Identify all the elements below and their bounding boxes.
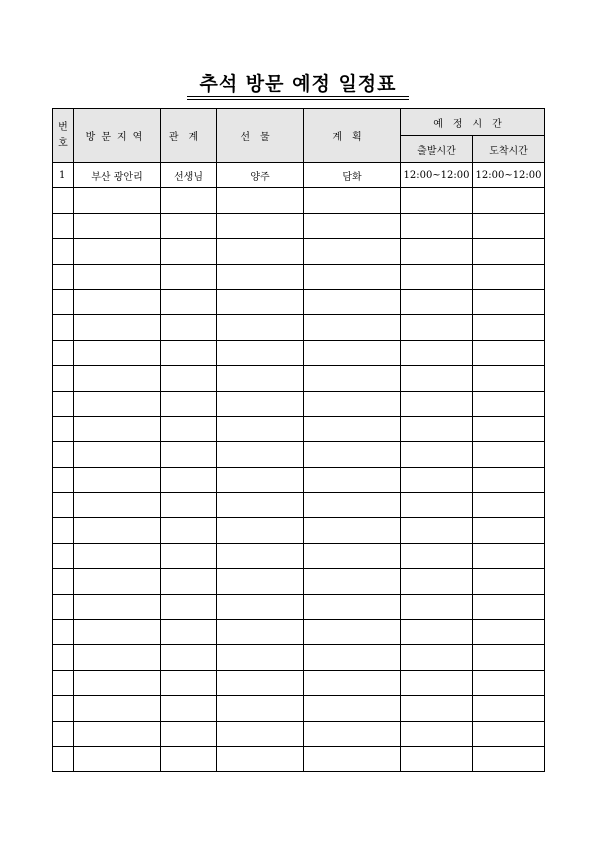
cell-relation	[161, 289, 217, 314]
cell-region	[74, 594, 161, 619]
schedule-table	[52, 108, 545, 772]
cell-region	[74, 721, 161, 746]
cell-departure	[401, 696, 473, 721]
cell-plan	[304, 493, 401, 518]
cell-gift	[217, 239, 304, 264]
header-departure: 출발시간	[401, 136, 473, 163]
cell-gift: 양주	[217, 163, 304, 188]
cell-departure	[401, 467, 473, 492]
cell-relation	[161, 518, 217, 543]
table-row	[53, 340, 545, 365]
cell-arrival	[473, 289, 545, 314]
cell-no	[53, 467, 74, 492]
cell-departure	[401, 645, 473, 670]
cell-region	[74, 696, 161, 721]
table-row	[53, 696, 545, 721]
cell-region	[74, 239, 161, 264]
cell-departure	[401, 620, 473, 645]
cell-arrival	[473, 670, 545, 695]
cell-plan	[304, 264, 401, 289]
cell-arrival: 12:00~12:00	[473, 163, 545, 188]
cell-plan	[304, 620, 401, 645]
cell-departure	[401, 213, 473, 238]
cell-departure	[401, 594, 473, 619]
cell-plan: 담화	[304, 163, 401, 188]
cell-region	[74, 518, 161, 543]
cell-gift	[217, 366, 304, 391]
table-row	[53, 264, 545, 289]
cell-region	[74, 188, 161, 213]
cell-plan	[304, 213, 401, 238]
cell-no	[53, 442, 74, 467]
cell-no	[53, 315, 74, 340]
cell-no	[53, 289, 74, 314]
cell-arrival	[473, 239, 545, 264]
cell-no	[53, 264, 74, 289]
cell-relation	[161, 696, 217, 721]
cell-relation	[161, 746, 217, 771]
cell-arrival	[473, 645, 545, 670]
table-row	[53, 315, 545, 340]
cell-arrival	[473, 188, 545, 213]
title-underline	[187, 96, 409, 97]
cell-gift	[217, 569, 304, 594]
cell-relation	[161, 188, 217, 213]
cell-no	[53, 594, 74, 619]
cell-arrival	[473, 391, 545, 416]
table-row	[53, 645, 545, 670]
cell-gift	[217, 264, 304, 289]
header-number-line2: 호	[58, 137, 68, 149]
cell-plan	[304, 239, 401, 264]
cell-departure	[401, 746, 473, 771]
cell-region	[74, 416, 161, 441]
cell-plan	[304, 340, 401, 365]
cell-departure	[401, 289, 473, 314]
table-row	[53, 391, 545, 416]
cell-relation	[161, 213, 217, 238]
cell-no: 1	[53, 163, 74, 188]
cell-no	[53, 518, 74, 543]
cell-arrival	[473, 213, 545, 238]
title-underline-second	[187, 99, 409, 100]
table-row	[53, 213, 545, 238]
cell-departure	[401, 264, 473, 289]
cell-arrival	[473, 746, 545, 771]
cell-departure	[401, 518, 473, 543]
cell-departure	[401, 569, 473, 594]
cell-departure	[401, 670, 473, 695]
cell-no	[53, 213, 74, 238]
cell-departure	[401, 239, 473, 264]
cell-relation	[161, 493, 217, 518]
header-gift: 선물	[217, 109, 304, 163]
header-scheduled-time: 예정시간	[401, 109, 545, 136]
cell-departure	[401, 188, 473, 213]
header-number	[53, 109, 74, 163]
cell-departure	[401, 416, 473, 441]
cell-plan	[304, 391, 401, 416]
cell-departure	[401, 442, 473, 467]
cell-region	[74, 493, 161, 518]
cell-plan	[304, 366, 401, 391]
cell-relation	[161, 594, 217, 619]
cell-no	[53, 746, 74, 771]
cell-region	[74, 264, 161, 289]
cell-arrival	[473, 366, 545, 391]
cell-relation: 선생님	[161, 163, 217, 188]
cell-gift	[217, 543, 304, 568]
cell-gift	[217, 188, 304, 213]
header-number-line1: 번	[58, 121, 68, 133]
cell-plan	[304, 442, 401, 467]
cell-no	[53, 569, 74, 594]
cell-arrival	[473, 696, 545, 721]
header-relation: 관계	[161, 109, 217, 163]
cell-gift	[217, 391, 304, 416]
cell-region	[74, 213, 161, 238]
cell-gift	[217, 746, 304, 771]
cell-region	[74, 543, 161, 568]
cell-gift	[217, 442, 304, 467]
cell-departure	[401, 340, 473, 365]
cell-relation	[161, 264, 217, 289]
cell-no	[53, 645, 74, 670]
cell-plan	[304, 467, 401, 492]
cell-gift	[217, 518, 304, 543]
table-row	[53, 569, 545, 594]
cell-region	[74, 289, 161, 314]
table-row	[53, 188, 545, 213]
cell-no	[53, 416, 74, 441]
cell-relation	[161, 721, 217, 746]
cell-gift	[217, 594, 304, 619]
cell-plan	[304, 746, 401, 771]
cell-gift	[217, 645, 304, 670]
cell-relation	[161, 366, 217, 391]
cell-relation	[161, 645, 217, 670]
cell-gift	[217, 721, 304, 746]
cell-relation	[161, 416, 217, 441]
cell-arrival	[473, 569, 545, 594]
cell-departure	[401, 366, 473, 391]
cell-region	[74, 746, 161, 771]
table-row	[53, 670, 545, 695]
cell-arrival	[473, 543, 545, 568]
cell-no	[53, 696, 74, 721]
cell-gift	[217, 416, 304, 441]
cell-arrival	[473, 264, 545, 289]
cell-departure	[401, 493, 473, 518]
table-row	[53, 366, 545, 391]
page-title: 추석 방문 예정 일정표	[199, 73, 397, 95]
cell-gift	[217, 620, 304, 645]
cell-gift	[217, 493, 304, 518]
cell-gift	[217, 315, 304, 340]
header-plan: 계획	[304, 109, 401, 163]
cell-departure	[401, 315, 473, 340]
cell-plan	[304, 289, 401, 314]
cell-no	[53, 493, 74, 518]
cell-no	[53, 670, 74, 695]
cell-arrival	[473, 467, 545, 492]
cell-plan	[304, 188, 401, 213]
table-row	[53, 721, 545, 746]
cell-region	[74, 670, 161, 695]
cell-plan	[304, 315, 401, 340]
cell-arrival	[473, 442, 545, 467]
cell-arrival	[473, 315, 545, 340]
cell-departure	[401, 391, 473, 416]
cell-plan	[304, 645, 401, 670]
cell-gift	[217, 213, 304, 238]
cell-no	[53, 188, 74, 213]
cell-no	[53, 543, 74, 568]
table-row	[53, 467, 545, 492]
cell-arrival	[473, 493, 545, 518]
table-row	[53, 493, 545, 518]
cell-plan	[304, 594, 401, 619]
cell-no	[53, 340, 74, 365]
cell-departure	[401, 543, 473, 568]
cell-no	[53, 366, 74, 391]
table-row	[53, 746, 545, 771]
cell-region	[74, 620, 161, 645]
cell-arrival	[473, 620, 545, 645]
cell-relation	[161, 543, 217, 568]
cell-relation	[161, 315, 217, 340]
cell-plan	[304, 721, 401, 746]
cell-arrival	[473, 416, 545, 441]
cell-gift	[217, 340, 304, 365]
table-row	[53, 620, 545, 645]
cell-relation	[161, 670, 217, 695]
cell-region	[74, 467, 161, 492]
cell-gift	[217, 467, 304, 492]
cell-relation	[161, 620, 217, 645]
cell-no	[53, 620, 74, 645]
cell-relation	[161, 569, 217, 594]
cell-region	[74, 315, 161, 340]
cell-region	[74, 340, 161, 365]
cell-departure	[401, 721, 473, 746]
cell-region: 부산 광안리	[74, 163, 161, 188]
cell-gift	[217, 670, 304, 695]
table-row	[53, 289, 545, 314]
cell-region	[74, 391, 161, 416]
cell-plan	[304, 670, 401, 695]
table-row	[53, 239, 545, 264]
cell-region	[74, 442, 161, 467]
cell-relation	[161, 239, 217, 264]
cell-gift	[217, 696, 304, 721]
header-arrival: 도착시간	[473, 136, 545, 163]
table-row	[53, 518, 545, 543]
header-region: 방문지역	[74, 109, 161, 163]
cell-relation	[161, 442, 217, 467]
table-row	[53, 594, 545, 619]
cell-arrival	[473, 340, 545, 365]
cell-plan	[304, 416, 401, 441]
cell-plan	[304, 569, 401, 594]
cell-arrival	[473, 721, 545, 746]
cell-gift	[217, 289, 304, 314]
cell-relation	[161, 340, 217, 365]
table-row	[53, 543, 545, 568]
cell-no	[53, 721, 74, 746]
cell-region	[74, 569, 161, 594]
cell-no	[53, 239, 74, 264]
table-row	[53, 442, 545, 467]
cell-plan	[304, 696, 401, 721]
cell-region	[74, 366, 161, 391]
cell-relation	[161, 391, 217, 416]
cell-plan	[304, 518, 401, 543]
cell-plan	[304, 543, 401, 568]
cell-arrival	[473, 518, 545, 543]
table-row	[53, 163, 545, 188]
table-row	[53, 416, 545, 441]
cell-departure: 12:00~12:00	[401, 163, 473, 188]
cell-arrival	[473, 594, 545, 619]
cell-no	[53, 391, 74, 416]
cell-region	[74, 645, 161, 670]
cell-relation	[161, 467, 217, 492]
